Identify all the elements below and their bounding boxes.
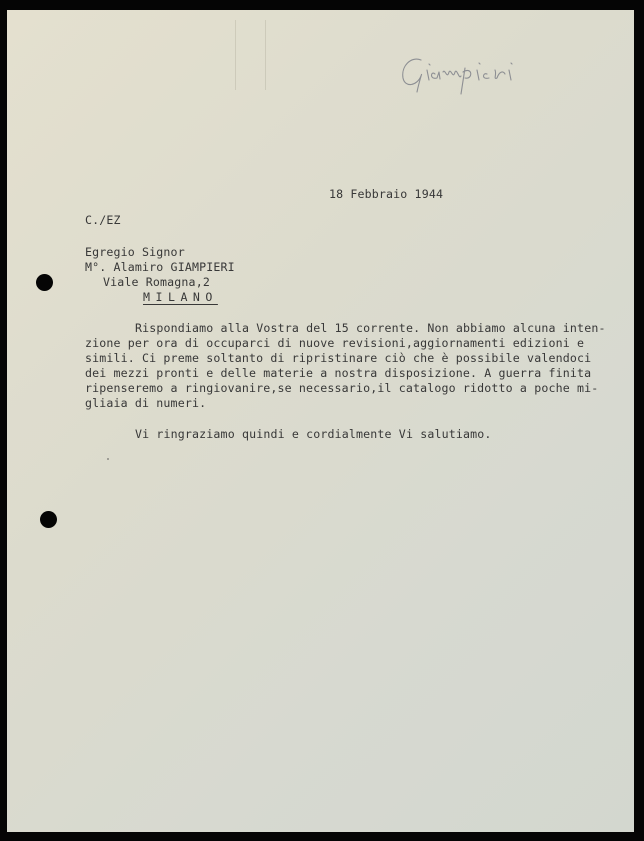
punch-hole (40, 511, 57, 528)
recipient-city: MILANO (143, 290, 218, 304)
body-line: ripenseremo a ringiovanire,se necessario,il catalogo ridotto a poche mi- (85, 381, 599, 395)
letter-page (7, 10, 634, 832)
reference-code: C./EZ (85, 213, 121, 227)
handwritten-signature (393, 48, 543, 98)
body-line: dei mezzi pronti e delle materie a nostra disposizione. A guerra finita (85, 366, 592, 380)
closing-line: Vi ringraziamo quindi e cordialmente Vi salutiamo. (135, 427, 492, 441)
body-line: Rispondiamo alla Vostra del 15 corrente. Non abbiamo alcuna inten- (135, 321, 606, 335)
body-line: zione per ora di occuparci di nuove revisioni,aggiornamenti edizioni e (85, 336, 585, 350)
recipient-name: M°. Alamiro GIAMPIERI (85, 260, 235, 274)
body-line: simili. Ci preme soltanto di ripristinare ciò che è possibile valendoci (85, 351, 592, 365)
punch-hole (36, 274, 53, 291)
body-line: gliaia di numeri. (85, 396, 207, 410)
paper-crease (235, 20, 236, 90)
recipient-street: Viale Romagna,2 (103, 275, 210, 289)
recipient-salutation: Egregio Signor (85, 245, 185, 259)
paper-speck (107, 458, 109, 460)
letter-date: 18 Febbraio 1944 (329, 187, 444, 201)
paper-crease (265, 20, 266, 90)
